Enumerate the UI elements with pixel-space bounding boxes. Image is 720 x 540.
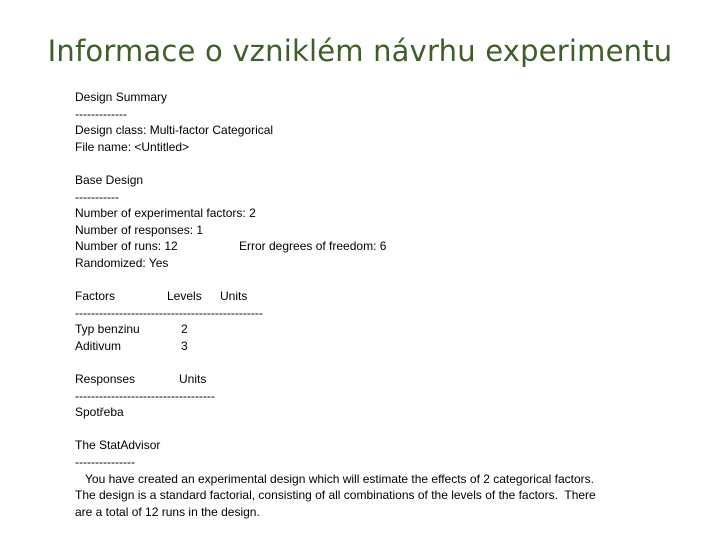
summary-rule: -------------	[75, 106, 127, 121]
num-factors: Number of experimental factors: 2	[75, 206, 256, 221]
statadvisor-line-1: You have created an experimental design which will estimate the effects of 2 categorical factors.	[85, 471, 594, 486]
statadvisor-heading: The StatAdvisor	[75, 438, 161, 453]
page-title: Informace o vzniklém návrhu experimentu	[47, 34, 673, 68]
factor-levels: 2	[181, 322, 188, 337]
factors-rule: -----------------------------------------------	[75, 305, 263, 320]
factor-levels: 3	[181, 338, 188, 353]
base-design-heading: Base Design	[75, 172, 144, 187]
responses-col-header: Responses	[75, 372, 136, 387]
statadvisor-line-2: The design is a standard factorial, consisting of all combinations of the levels of the factors. There	[75, 488, 596, 503]
factor-name: Typ benzinu	[75, 322, 140, 337]
summary-heading: Design Summary	[75, 90, 168, 104]
base-design-rule: -----------	[75, 189, 119, 204]
runs-line	[75, 238, 675, 255]
responses-rule: -----------------------------------	[75, 388, 215, 403]
randomized: Randomized: Yes	[75, 255, 169, 270]
levels-col-header: Levels	[167, 289, 202, 304]
file-name: File name: <Untitled>	[75, 139, 190, 154]
error-df: Error degrees of freedom: 6	[239, 239, 387, 254]
responses-header-row	[75, 371, 675, 388]
response-name: Spotřeba	[75, 405, 124, 420]
units-col-header: Units	[220, 289, 248, 304]
factors-col-header: Factors	[75, 289, 116, 304]
factor-name: Aditivum	[75, 338, 122, 353]
statadvisor-rule: ---------------	[75, 455, 135, 470]
design-summary-report	[75, 89, 675, 520]
num-responses: Number of responses: 1	[75, 222, 204, 237]
table-row	[75, 338, 675, 355]
design-class: Design class: Multi-factor Categorical	[75, 123, 274, 138]
num-runs: Number of runs: 12	[75, 239, 178, 254]
table-row	[75, 321, 675, 338]
response-units-col-header: Units	[179, 372, 207, 387]
factors-header-row	[75, 288, 675, 305]
statadvisor-line-3: are a total of 12 runs in the design.	[75, 504, 260, 519]
